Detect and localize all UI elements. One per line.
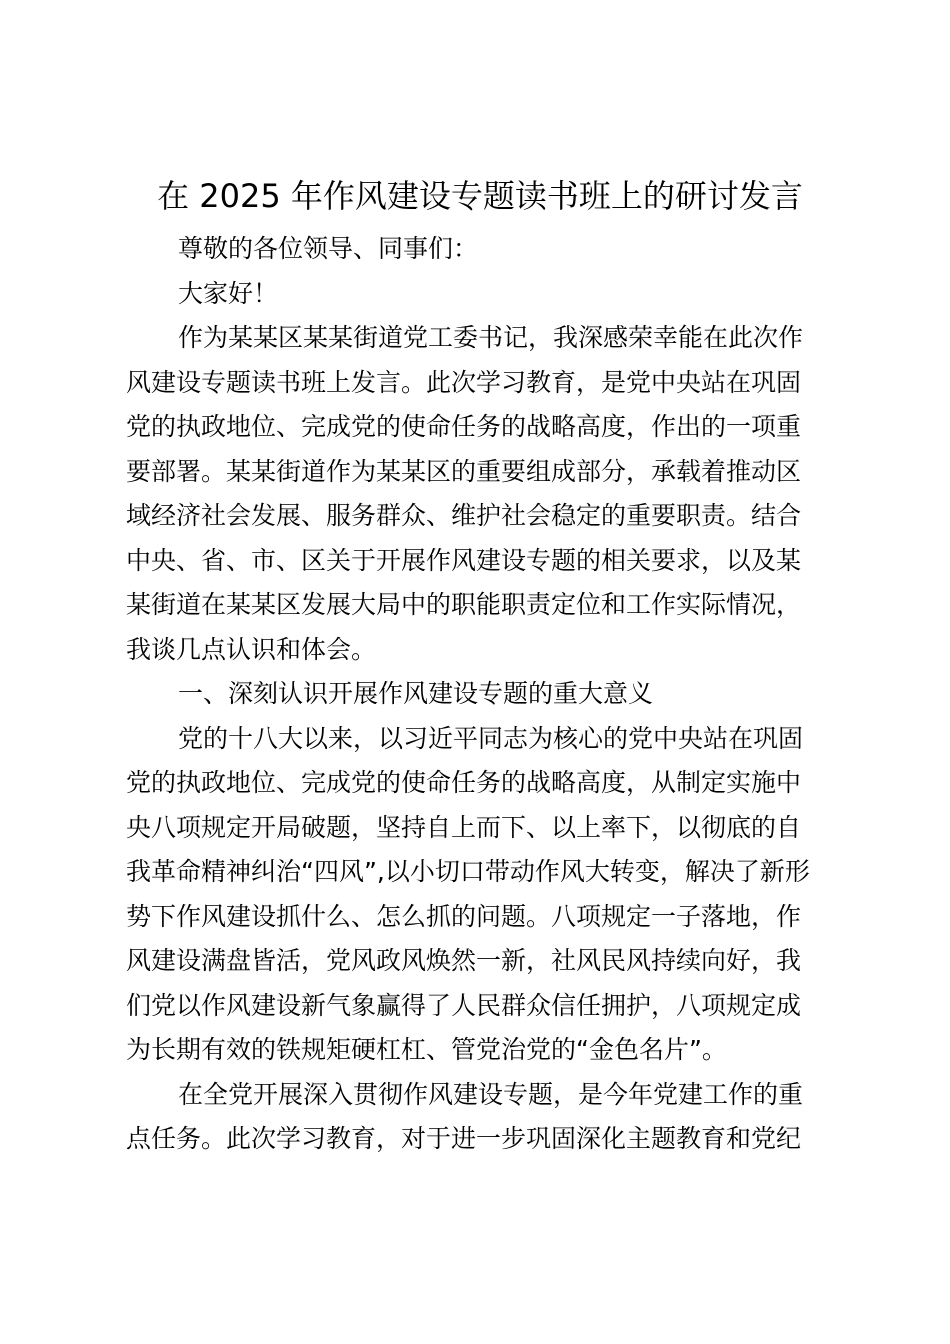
paragraph-line: 党的执政地位、完成党的使命任务的战略高度，从制定实施中 <box>126 768 802 797</box>
paragraph-line: 我谈几点认识和体会。 <box>126 634 377 664</box>
paragraph-line: 中央、省、市、区关于开展作风建设专题的相关要求，以及某 <box>126 545 802 575</box>
paragraph-line: 点任务。此次学习教育，对于进一步巩固深化主题教育和党纪 <box>126 1124 802 1153</box>
paragraph-line: 我革命精神纠治“四风”,以小切口带动作风大转变，解决了新形 <box>126 857 810 886</box>
greeting-line: 大家好！ <box>178 278 279 308</box>
paragraph-line: 风建设满盘皆活，党风政风焕然一新，社风民风持续向好，我 <box>126 946 802 975</box>
paragraph-line: 某街道在某某区发展大局中的职能职责定位和工作实际情况， <box>126 590 802 619</box>
paragraph-line: 风建设专题读书班上发言。此次学习教育，是党中央站在巩固 <box>126 367 802 397</box>
paragraph-line: 们党以作风建设新气象赢得了人民群众信任拥护，八项规定成 <box>126 990 802 1020</box>
paragraph-line: 作为某某区某某街道党工委书记，我深感荣幸能在此次作 <box>178 323 804 352</box>
paragraph-line: 党的十八大以来，以习近平同志为核心的党中央站在巩固 <box>178 723 804 753</box>
section-heading: 一、深刻认识开展作风建设专题的重大意义 <box>178 679 654 708</box>
document-title: 在 2025 年作风建设专题读书班上的研讨发言 <box>157 177 803 215</box>
paragraph-line: 要部署。某某街道作为某某区的重要组成部分，承载着推动区 <box>126 456 802 486</box>
salutation-line: 尊敬的各位领导、同事们： <box>178 234 479 263</box>
paragraph-line: 党的执政地位、完成党的使命任务的战略高度，作出的一项重 <box>126 412 802 441</box>
paragraph-line: 域经济社会发展、服务群众、维护社会稳定的重要职责。结合 <box>126 501 802 530</box>
document-body <box>126 227 826 1162</box>
paragraph-line: 势下作风建设抓什么、怎么抓的问题。八项规定一子落地，作 <box>126 901 802 931</box>
paragraph-line: 央八项规定开局破题，坚持自上而下、以上率下，以彻底的自 <box>126 812 802 842</box>
paragraph-line: 在全党开展深入贯彻作风建设专题，是今年党建工作的重 <box>178 1079 804 1109</box>
paragraph-line: 为长期有效的铁规矩硬杠杠、管党治党的“金色名片”。 <box>126 1035 727 1064</box>
